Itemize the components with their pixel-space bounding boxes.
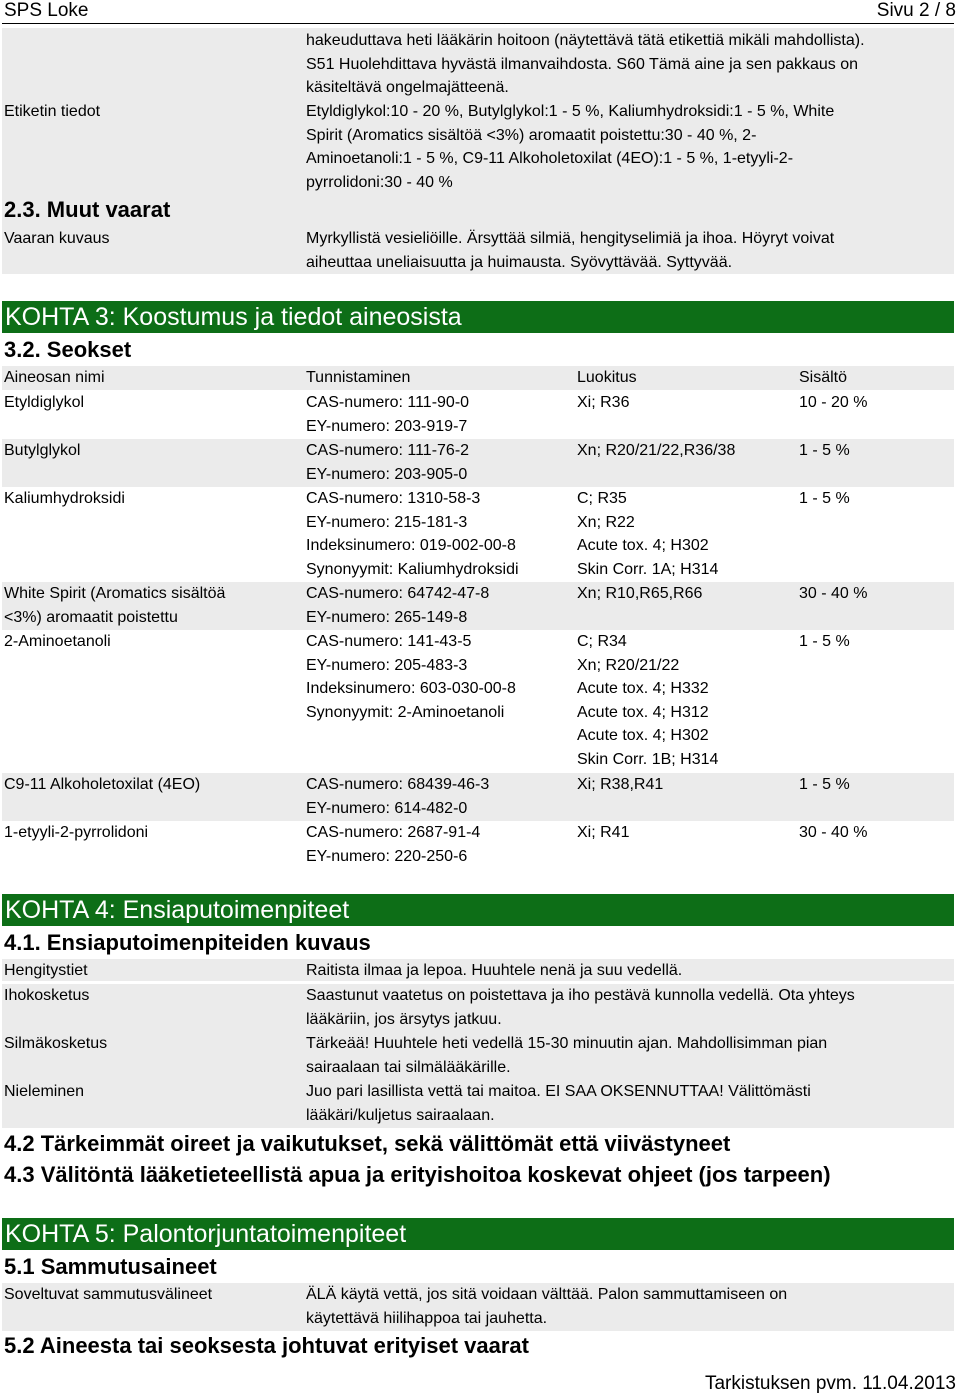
table-row-content: 1 - 5 %: [799, 633, 850, 650]
table-row-ident: CAS-numero: 1310-58-3 EY-numero: 215-181-3 Indeksinumero: 019-002-00-8 Synonyymit: Kaliumhydroksidi: [306, 490, 519, 578]
first-aid-label-inhalation: Hengitystiet: [4, 962, 88, 979]
page-number: Sivu 2 / 8: [876, 0, 956, 21]
first-aid-text-ingestion: Juo pari lasillista vettä tai maitoa. EI SAA OKSENNUTTAA! Välittömästi lääkäri/kuljetus sairaalaan.: [306, 1083, 811, 1124]
table-row-ident: CAS-numero: 141-43-5 EY-numero: 205-483-3 Indeksinumero: 603-030-00-8 Synonyymit: 2-Aminoetanoli: [306, 633, 516, 721]
first-aid-text-inhalation: Raitista ilmaa ja lepoa. Huuhtele nenä ja suu vedellä.: [306, 962, 683, 979]
label-info-text: Etyldiglykol:10 - 20 %, Butylglykol:1 - 5 %, Kaliumhydroksidi:1 - 5 %, White Spirit (Aromatics sisältöä <3%) aromaatit poistettu:30 - 40 %, 2- Aminoetanoli:1 - 5 %, C9-11 Alkoholetoxilat (4EO):1 - 5 %, 1-etyyli-2- pyrrolidoni:30 - 40 %: [306, 103, 835, 191]
section4-3-heading: 4.3 Välitöntä lääketieteellistä apua ja erityishoitoa koskevat ohjeet (jos tarpeen): [4, 1162, 831, 1187]
table-row-content: 30 - 40 %: [799, 585, 868, 602]
column-header-name: Aineosan nimi: [4, 369, 105, 386]
table-row-class: Xi; R38,R41: [577, 776, 664, 793]
extinguishing-media-text: ÄLÄ käytä vettä, jos sitä voidaan välttää. Palon sammuttamiseen on käytettävä hiilihappoa tai jauhetta.: [306, 1286, 788, 1327]
table-row-ident: CAS-numero: 64742-47-8 EY-numero: 265-149-8: [306, 585, 490, 626]
table-row-content: 1 - 5 %: [799, 442, 850, 459]
section3-title-bar: [2, 301, 954, 333]
table-row-ident: CAS-numero: 68439-46-3 EY-numero: 614-482-0: [306, 776, 490, 817]
table-row-ident: CAS-numero: 111-76-2 EY-numero: 203-905-0: [306, 442, 470, 483]
section4-2-heading: 4.2 Tärkeimmät oireet ja vaikutukset, sekä välittömät että viivästyneet: [4, 1131, 731, 1156]
first-aid-label-skin: Ihokosketus: [4, 987, 90, 1004]
section4-title-bar: [2, 894, 954, 926]
table-row-class: C; R35 Xn; R22 Acute tox. 4; H302 Skin Corr. 1A; H314: [577, 490, 719, 578]
extinguishing-media-label: Soveltuvat sammutusvälineet: [4, 1286, 213, 1303]
table-row-name: Etyldiglykol: [4, 394, 85, 411]
header-rule: [2, 23, 954, 24]
first-aid-label-eyes: Silmäkosketus: [4, 1035, 108, 1052]
table-row-name: White Spirit (Aromatics sisältöä <3%) aromaatit poistettu: [4, 585, 226, 626]
section5-subheading: 5.1 Sammutusaineet: [4, 1254, 217, 1279]
table-row-class: C; R34 Xn; R20/21/22 Acute tox. 4; H332 Acute tox. 4; H312 Acute tox. 4; H302 Skin Corr. 1B; H314: [577, 633, 719, 768]
table-row-class: Xn; R10,R65,R66: [577, 585, 703, 602]
first-aid-text-eyes: Tärkeää! Huuhtele heti vedellä 15-30 minuutin ajan. Mahdollisimman pian sairaalaan tai silmälääkärille.: [306, 1035, 828, 1076]
table-row-class: Xi; R41: [577, 824, 630, 841]
column-header-identification: Tunnistaminen: [306, 369, 411, 386]
section3-title: KOHTA 3: Koostumus ja tiedot aineosista: [5, 303, 462, 331]
table-row-class: Xi; R36: [577, 394, 630, 411]
precautionary-text: hakeuduttava heti lääkärin hoitoon (näytettävä tätä etikettiä mikäli mahdollista). S51 Huolehdittava hyvästä ilmanvaihdosta. S60 Tämä aine ja sen pakkaus on käsiteltävä ongelmajätteenä.: [306, 32, 865, 97]
table-row-ident: CAS-numero: 2687-91-4 EY-numero: 220-250-6: [306, 824, 481, 865]
section3-subheading: 3.2. Seokset: [4, 337, 132, 362]
section5-title-bar: [2, 1218, 954, 1250]
table-row-name: Butylglykol: [4, 442, 81, 459]
table-row-content: 1 - 5 %: [799, 490, 850, 507]
section4-subheading: 4.1. Ensiaputoimenpiteiden kuvaus: [4, 930, 371, 955]
table-row-class: Xn; R20/21/22,R36/38: [577, 442, 736, 459]
table-row-ident: CAS-numero: 111-90-0 EY-numero: 203-919-7: [306, 394, 470, 435]
table-row-name: 2-Aminoetanoli: [4, 633, 111, 650]
table-row-name: Kaliumhydroksidi: [4, 490, 125, 507]
hazard-description-label: Vaaran kuvaus: [4, 230, 110, 247]
section4-title: KOHTA 4: Ensiaputoimenpiteet: [5, 896, 350, 924]
hazard-description-text: Myrkyllistä vesieliöille. Ärsyttää silmiä, hengityselimiä ja ihoa. Höyryt voivat aiheuttaa uneliaisuutta ja huimausta. Syövyttävää. Syttyvää.: [306, 230, 835, 271]
first-aid-label-ingestion: Nieleminen: [4, 1083, 85, 1100]
document-title: SPS Loke: [4, 0, 89, 21]
first-aid-text-skin: Saastunut vaatetus on poistettava ja iho pestävä kunnolla vedellä. Ota yhteys lääkäriin, jos ärsytys jatkuu.: [306, 987, 855, 1028]
section5-title: KOHTA 5: Palontorjuntatoimenpiteet: [5, 1220, 407, 1248]
table-row-content: 10 - 20 %: [799, 394, 868, 411]
column-header-content: Sisältö: [799, 369, 848, 386]
table-row-name: 1-etyyli-2-pyrrolidoni: [4, 824, 149, 841]
table-row-name: C9-11 Alkoholetoxilat (4EO): [4, 776, 201, 793]
table-row-content: 30 - 40 %: [799, 824, 868, 841]
column-header-classification: Luokitus: [577, 369, 637, 386]
section5-2-heading: 5.2 Aineesta tai seoksesta johtuvat erityiset vaarat: [4, 1333, 529, 1358]
other-hazards-heading: 2.3. Muut vaarat: [4, 197, 171, 222]
revision-date: Tarkistuksen pvm. 11.04.2013: [704, 1373, 956, 1394]
label-info-label: Etiketin tiedot: [4, 103, 101, 120]
table-row-content: 1 - 5 %: [799, 776, 850, 793]
